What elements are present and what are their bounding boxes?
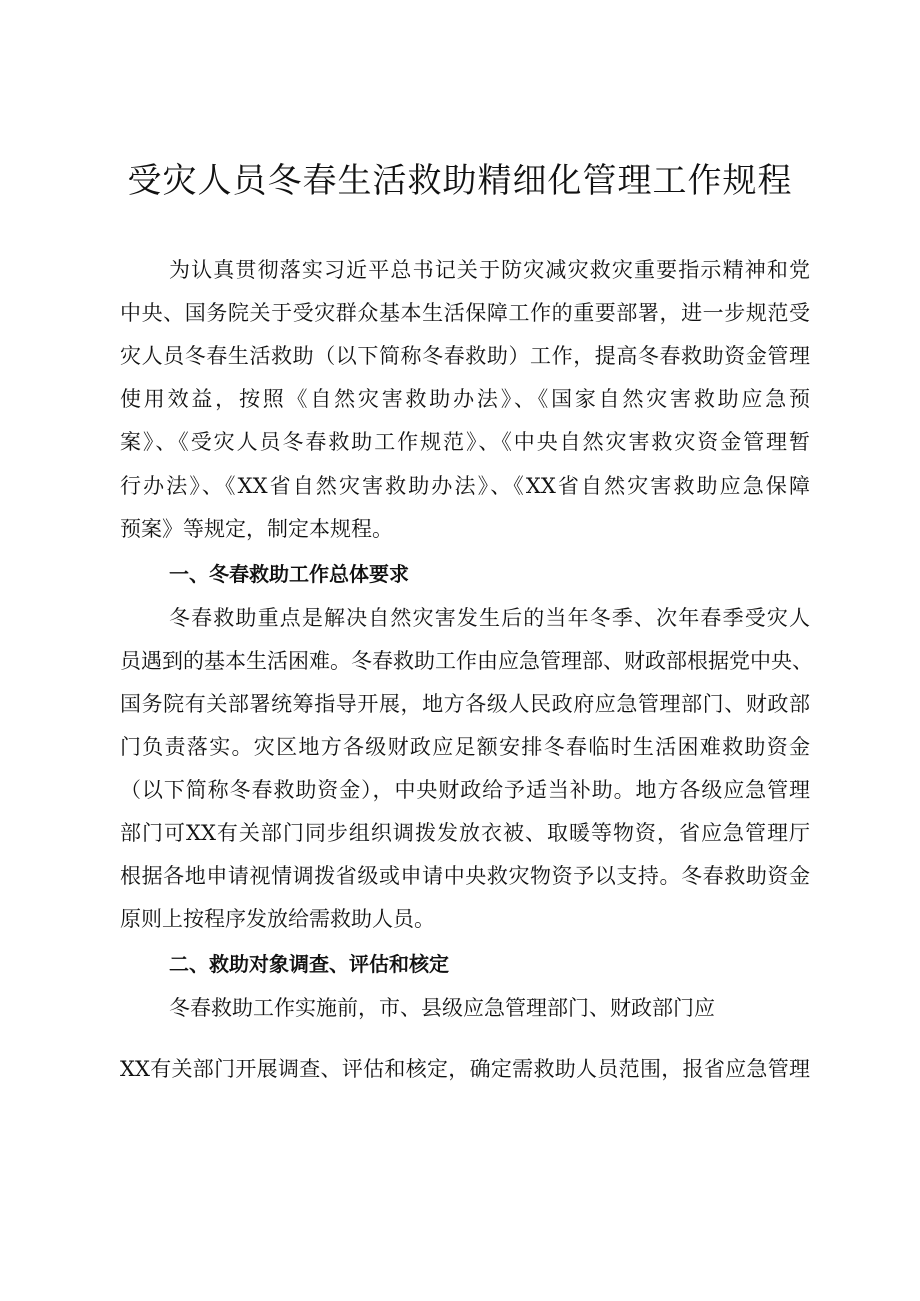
section-1-line-1: 冬春救助重点是解决自然灾害发生后的当年冬季、次年春季受灾人	[169, 606, 810, 630]
intro-line-1: 为认真贯彻落实习近平总书记关于防灾减灾救灾重要指示精神和党	[169, 258, 810, 282]
intro-line-6: 行办法》、《XX省自然灾害救助办法》、《XX省自然灾害救助应急保障	[120, 474, 810, 498]
intro-line-2: 中央、国务院关于受灾群众基本生活保障工作的重要部署，进一步规范受	[120, 301, 810, 325]
section-1-line-8: 原则上按程序发放给需救助人员。	[120, 907, 435, 931]
section-1-line-4: 门负责落实。灾区地方各级财政应足额安排冬春临时生活困难救助资金	[120, 735, 810, 759]
section-1-line-2: 员遇到的基本生活困难。冬春救助工作由应急管理部、财政部根据党中央、	[120, 649, 813, 673]
section-1-line-6: 部门可XX有关部门同步组织调拨发放衣被、取暖等物资，省应急管理厅	[120, 821, 810, 845]
section-1-line-5: （以下简称冬春救助资金），中央财政给予适当补助。地方各级应急管理	[120, 778, 810, 802]
intro-line-7: 预案》等规定，制定本规程。	[120, 517, 393, 541]
section-2-heading: 二、救助对象调查、评估和核定	[169, 952, 449, 976]
intro-line-3: 灾人员冬春生活救助（以下简称冬春救助）工作，提高冬春救助资金管理	[120, 344, 810, 368]
section-2-line-1: 冬春救助工作实施前，市、县级应急管理部门、财政部门应	[169, 996, 715, 1020]
intro-line-5: 案》、《受灾人员冬春救助工作规范》、《中央自然灾害救灾资金管理暂	[120, 430, 810, 454]
section-1-line-7: 根据各地申请视情调拨省级或申请中央救灾物资予以支持。冬春救助资金	[120, 864, 810, 888]
section-1-line-3: 国务院有关部署统筹指导开展，地方各级人民政府应急管理部门、财政部	[120, 692, 810, 716]
document-title: 受灾人员冬春生活救助精细化管理工作规程	[127, 161, 793, 201]
section-2-line-2: XX有关部门开展调查、评估和核定，确定需救助人员范围，报省应急管理	[120, 1057, 810, 1081]
intro-line-4: 使用效益，按照《自然灾害救助办法》、《国家自然灾害救助应急预	[120, 387, 810, 411]
section-1-heading: 一、冬春救助工作总体要求	[169, 562, 409, 586]
